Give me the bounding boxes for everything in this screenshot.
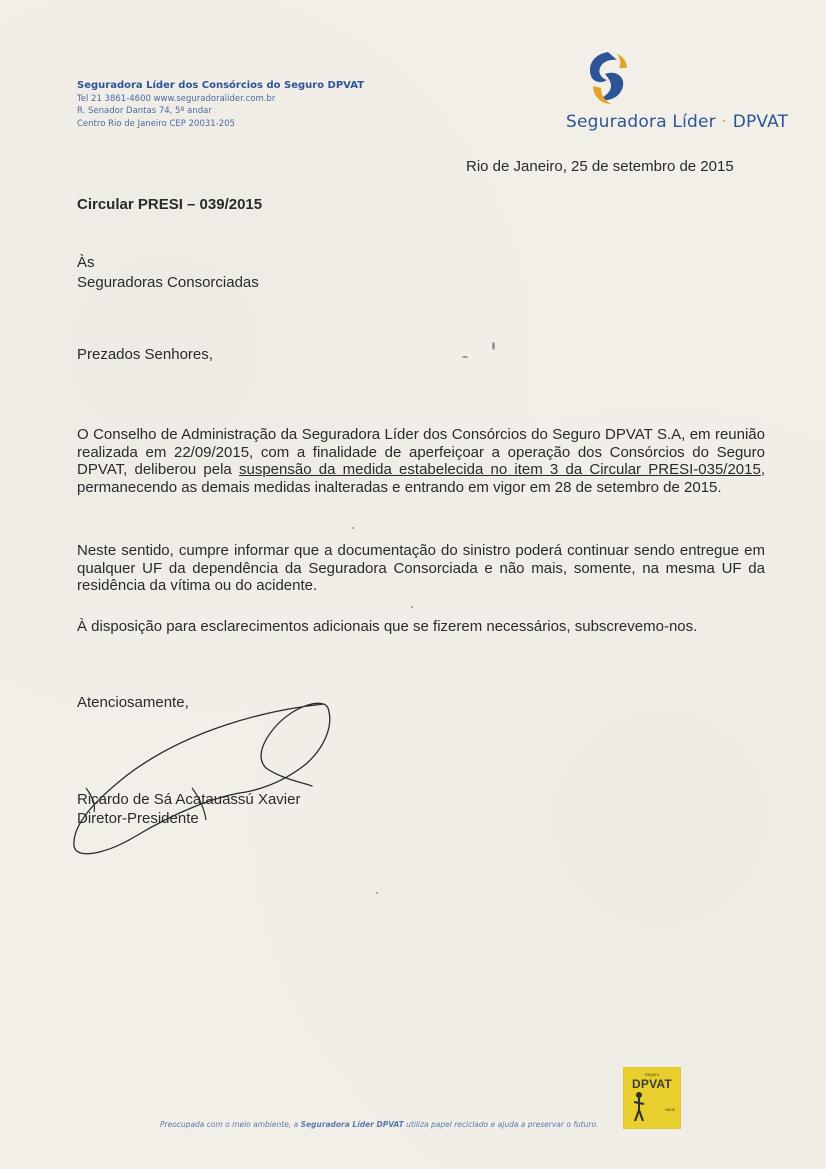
brand-wordmark — [566, 112, 788, 132]
person-icon — [631, 1091, 647, 1123]
company-city: Centro Rio de Janeiro CEP 20031-205 — [77, 118, 235, 129]
handwritten-signature — [66, 696, 356, 866]
salutation: Prezados Senhores, — [77, 346, 213, 363]
paper-speck — [492, 342, 495, 350]
paper-speck — [352, 527, 354, 529]
paper-speck — [462, 356, 468, 358]
paper-speck — [411, 606, 413, 608]
brand-separator: · — [721, 112, 728, 132]
addressee-line-1: Às — [77, 254, 95, 271]
brand-suffix: DPVAT — [732, 112, 789, 132]
paragraph-1-part-2: , permanecendo as demais medidas inalteradas e entrando em vigor em 28 de setembro de 2015. — [77, 461, 766, 496]
signatory-name: Ricardo de Sá Acatauassú Xavier — [77, 791, 301, 808]
letterhead-address — [77, 80, 364, 130]
paragraph-1-part-1: O Conselho de Administração da Seguradora Líder dos Consórcios do Seguro DPVAT S.A, em reunião realizada em 22/09/2015, com a finalidade de aperfeiçoar a operação dos Consórcios do Seguro DPVAT, deliberou pela — [77, 426, 765, 479]
company-name: Seguradora Líder dos Consórcios do Seguro DPVAT — [77, 80, 365, 91]
footer-after: utiliza papel reciclado e ajuda a preservar o futuro. — [403, 1120, 599, 1129]
paragraph-1-underlined: suspensão da medida estabelecida no item 3 da Circular PRESI-035/2015 — [239, 461, 761, 479]
letter-date: Rio de Janeiro, 25 de setembro de 2015 — [466, 158, 734, 175]
company-contact: Tel 21 3861-4600 www.seguradoralider.com.br — [77, 93, 276, 104]
paragraph-3: À disposição para esclarecimentos adicionais que se fizerem necessários, subscrevemo-nos. — [77, 618, 698, 635]
addressee-block — [77, 253, 259, 293]
brand-name: Seguradora Líder — [566, 112, 716, 132]
company-street: R. Senador Dantas 74, 5º andar — [77, 106, 212, 116]
footer-before: Preocupada com o meio ambiente, a — [160, 1120, 301, 1129]
signatory-title: Diretor-Presidente — [77, 810, 199, 827]
addressee-line-2: Seguradoras Consorciadas — [77, 274, 259, 291]
paragraph-1 — [77, 426, 765, 496]
seal-label: DPVAT — [632, 1077, 672, 1091]
footer-note — [160, 1120, 598, 1129]
paragraph-2: Neste sentido, cumpre informar que a documentação do sinistro poderá continuar sendo entregue em qualquer UF da dependência da Seguradora Consorciada e não mais, somente, na mesma UF da residência da vítima ou do acidente. — [77, 542, 765, 595]
paper-speck — [376, 892, 378, 894]
footer-bold: Seguradora Líder DPVAT — [300, 1120, 404, 1129]
dpvat-anniversary-seal — [623, 1067, 681, 1129]
seal-small-text: anos — [665, 1107, 675, 1112]
seal-top-text: Seguro — [644, 1072, 660, 1077]
closing-line: Atenciosamente, — [77, 694, 189, 711]
seguradora-lider-logo — [575, 50, 645, 108]
circular-number: Circular PRESI – 039/2015 — [77, 196, 263, 213]
